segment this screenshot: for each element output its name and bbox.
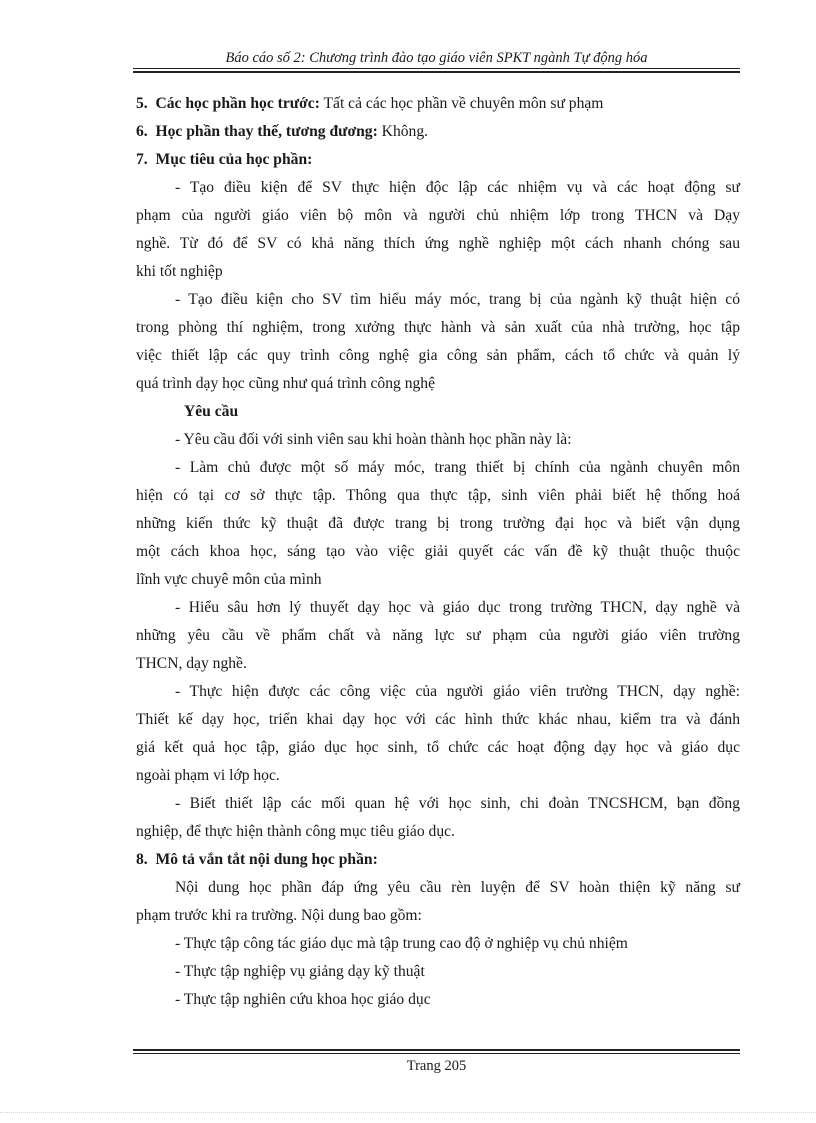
paragraph-line: nghiệp, để thực hiện thành công mục tiêu giáo dục. (136, 823, 455, 840)
paragraph-line: quá trình dạy học cũng như quá trình công nghệ (136, 375, 436, 392)
paragraph-line: giá kết quả học tập, giáo dục học sinh, tổ chức các hoạt động dạy học và giáo dục (136, 739, 740, 756)
paragraph-line: những yêu cầu về phẩm chất và năng lực sư phạm của người giáo viên trường (136, 627, 740, 644)
page-header-title: Báo cáo số 2: Chương trình đào tạo giáo viên SPKT ngành Tự động hóa (225, 50, 648, 66)
paragraph-line: khi tốt nghiệp (136, 263, 223, 280)
paragraph-line: - Làm chủ được một số máy móc, trang thiết bị chính của ngành chuyên môn (175, 459, 740, 476)
paragraph-line: những kiến thức kỹ thuật đã được trang bị trong trường đại học và biết vận dụng (136, 515, 740, 532)
paragraph-line: nghề. Từ đó để SV có khả năng thích ứng nghề nghiệp một cách nhanh chóng sau (136, 235, 740, 252)
section-6-line: 6. Học phần thay thế, tương đương: Không. (136, 123, 429, 140)
paragraph-line: một cách khoa học, sáng tạo vào việc giải quyết các vấn đề kỹ thuật thuộc thuộc (136, 543, 740, 560)
section-5-line: 5. Các học phần học trước: Tất cả các học phần về chuyên môn sư phạm (136, 95, 604, 112)
section-6-text: Không. (377, 123, 429, 140)
section-5-label: Các học phần học trước: (155, 95, 320, 112)
paragraph-line: phạm của người giáo viên bộ môn và người chủ nhiệm lớp trong THCN và Dạy (136, 207, 740, 224)
paragraph-line: hiện có tại cơ sở thực tập. Thông qua thực tập, sinh viên phải biết hệ thống hoá (136, 487, 740, 504)
page-number: Trang 205 (406, 1058, 467, 1074)
header-rule-thin (133, 68, 740, 69)
section-6-label: Học phần thay thế, tương đương: (155, 123, 378, 140)
paragraph-line: THCN, dạy nghề. (136, 655, 247, 672)
list-item: - Thực tập công tác giáo dục mà tập trung cao độ ở nghiệp vụ chủ nhiệm (175, 935, 628, 952)
paragraph-line: lĩnh vực chuyê môn của mình (136, 571, 322, 588)
list-item: - Thực tập nghiệp vụ giảng dạy kỹ thuật (175, 963, 425, 980)
paragraph-line: - Biết thiết lập các mối quan hệ với học sinh, chi đoàn TNCSHCM, bạn đồng (175, 795, 740, 812)
requirements-heading: Yêu cầu (184, 403, 239, 420)
section-8-heading: 8. Mô tả vắn tắt nội dung học phần: (136, 851, 378, 868)
paragraph-line: việc thiết lập các quy trình công nghệ gia công sản phẩm, cách tổ chức và quản lý (136, 347, 740, 364)
header-rule-thick (133, 71, 740, 73)
footer-rule-thin (133, 1053, 740, 1054)
paragraph-line: - Tạo điều kiện cho SV tìm hiểu máy móc, trang bị của ngành kỹ thuật hiện có (175, 291, 740, 308)
paragraph-line: Nội dung học phần đáp ứng yêu cầu rèn luyện để SV hoàn thiện kỹ năng sư (175, 879, 740, 896)
paragraph-line: phạm trước khi ra trường. Nội dung bao gồm: (136, 907, 422, 924)
paragraph-line: - Yêu cầu đối với sinh viên sau khi hoàn thành học phần này là: (175, 431, 572, 448)
paragraph-line: trong phòng thí nghiệm, trong xưởng thực hành và sản xuất của nhà trường, học tập (136, 319, 740, 336)
paragraph-line: - Hiểu sâu hơn lý thuyết dạy học và giáo dục trong trường THCN, dạy nghề và (175, 599, 740, 616)
paragraph-line: - Thực hiện được các công việc của người giáo viên trường THCN, dạy nghề: (175, 683, 740, 700)
page-edge-divider (0, 1112, 816, 1113)
footer-rule-thick (133, 1049, 740, 1051)
section-7-heading: 7. Mục tiêu của học phần: (136, 151, 313, 168)
section-5-text: Tất cả các học phần về chuyên môn sư phạm (319, 95, 604, 112)
paragraph-line: - Tạo điều kiện để SV thực hiện độc lập các nhiệm vụ và các hoạt động sư (175, 179, 740, 196)
list-item: - Thực tập nghiên cứu khoa học giáo dục (175, 991, 431, 1008)
paragraph-line: ngoài phạm vi lớp học. (136, 767, 280, 784)
paragraph-line: Thiết kế dạy học, triển khai dạy học với các hình thức khác nhau, kiểm tra và đánh (136, 711, 740, 728)
